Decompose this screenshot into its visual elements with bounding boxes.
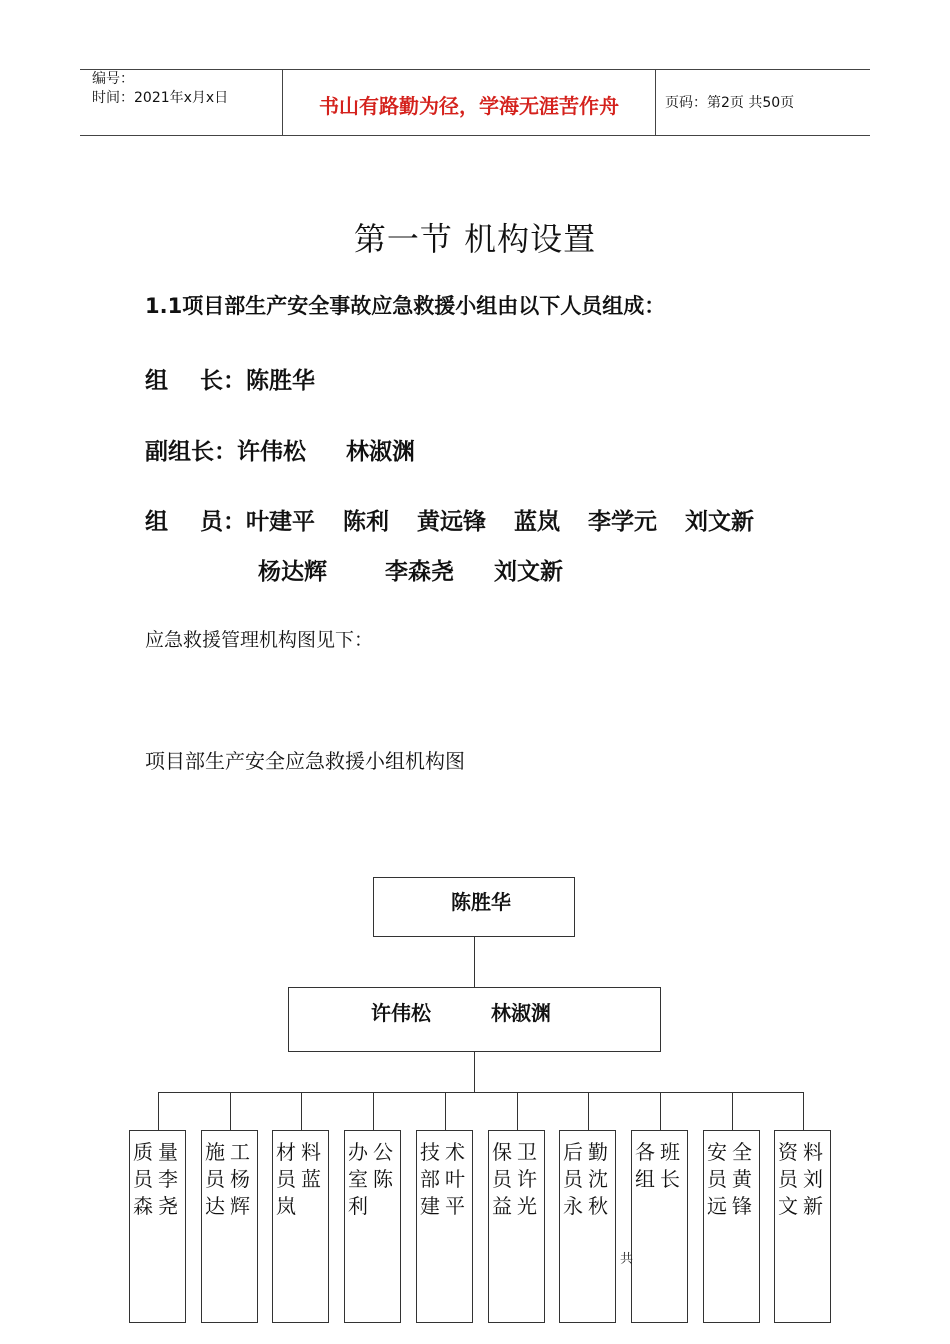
header-motto: 书山有路勤为径，学海无涯苦作舟: [319, 94, 619, 118]
member-name: 叶建平: [246, 509, 316, 535]
page-title: 第一节 机构设置: [353, 220, 597, 258]
org-connector-mid: [474, 1052, 475, 1092]
leader-label: 组 长：: [145, 368, 247, 394]
deputy-name: 林淑渊: [346, 439, 415, 465]
org-leaf-connector: [517, 1092, 518, 1130]
org-leaf-connector: [588, 1092, 589, 1130]
org-leaf-box: 质量员李森尧: [129, 1130, 186, 1323]
member-name: 李学元: [588, 509, 658, 535]
org-connector-top: [474, 937, 475, 987]
member-name: 黄远锋: [417, 509, 487, 535]
org-leaf-box: 资料员刘文新: [774, 1130, 831, 1323]
chart-intro: 应急救援管理机构图见下：: [145, 629, 374, 651]
member-name: 刘文新: [685, 509, 755, 535]
stray-character: 共: [620, 1252, 634, 1267]
org-leaf-box: 材料员蓝岚: [272, 1130, 329, 1323]
header-page-info: 页码：第2页 共50页: [665, 95, 795, 111]
deputy-line: [145, 433, 415, 466]
org-leaf-connector: [803, 1092, 804, 1130]
members-label: 组 员：: [145, 509, 247, 535]
member-name: 杨达辉: [258, 559, 327, 585]
org-leaf-box: 各班组长: [631, 1130, 688, 1323]
members-line: [145, 503, 754, 536]
org-second-box: [288, 987, 661, 1052]
header-time-label: 时间：2021年x月x日: [92, 90, 229, 106]
org-leaf-box: 办公室陈利: [344, 1130, 401, 1323]
header-bottom-border: [80, 135, 870, 136]
org-second-name: 林淑渊: [491, 1001, 551, 1025]
org-leaf-box: 后勤员沈永秋: [559, 1130, 616, 1323]
org-top-name: 陈胜华: [451, 890, 511, 914]
member-name: 蓝岚: [514, 509, 561, 535]
org-second-name: 许伟松: [371, 1001, 431, 1025]
org-leaf-box: 保卫员许益光: [488, 1130, 545, 1323]
org-leaf-connector: [158, 1092, 159, 1130]
section-heading: 1.1项目部生产安全事故应急救援小组由以下人员组成：: [145, 294, 666, 318]
org-leaf-box: 安全员黄远锋: [703, 1130, 760, 1323]
leader-line: [145, 362, 315, 395]
members-line-2: [258, 553, 563, 586]
org-branch-bar: [158, 1092, 803, 1093]
member-name: 刘文新: [494, 559, 563, 585]
org-leaf-connector: [373, 1092, 374, 1130]
org-leaf-connector: [445, 1092, 446, 1130]
org-leaf-connector: [660, 1092, 661, 1130]
org-leaf-connector: [732, 1092, 733, 1130]
deputy-label: 副组长：: [145, 439, 237, 465]
header-meta: [92, 70, 228, 108]
org-leaf-box: 技术部叶建平: [416, 1130, 473, 1323]
chart-title: 项目部生产安全应急救援小组机构图: [145, 749, 465, 773]
leader-name: 陈胜华: [246, 368, 316, 394]
org-leaf-box: 施工员杨达辉: [201, 1130, 258, 1323]
org-leaf-connector: [301, 1092, 302, 1130]
header-divider-2: [655, 69, 656, 135]
org-leaf-connector: [230, 1092, 231, 1130]
member-name: 陈利: [343, 509, 390, 535]
deputy-name: 许伟松: [237, 439, 306, 465]
member-name: 李森尧: [385, 559, 454, 585]
header-code-label: 编号：: [92, 71, 134, 87]
